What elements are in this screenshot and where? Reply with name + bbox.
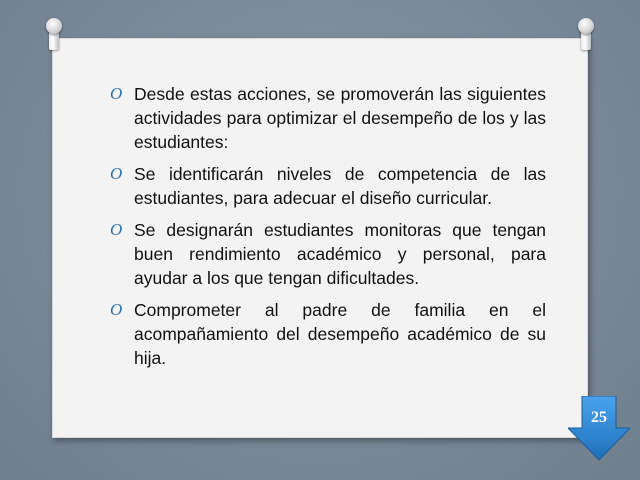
bullet-marker: O bbox=[110, 220, 123, 239]
bullet-text: Desde estas acciones, se promoverán las siguientes actividades para optimizar el desempeño de los y las estudiantes: bbox=[134, 84, 546, 152]
pushpin-icon bbox=[578, 18, 594, 52]
bullet-marker: O bbox=[110, 164, 123, 183]
list-item bbox=[110, 298, 546, 370]
bullet-text: Se designarán estudiantes monitoras que tengan buen rendimiento académico y personal, para ayudar a los que tengan dificultades. bbox=[134, 220, 546, 288]
down-arrow-icon bbox=[568, 396, 630, 462]
bullet-marker: O bbox=[110, 300, 123, 319]
bullet-marker: O bbox=[110, 84, 123, 103]
list-item bbox=[110, 162, 546, 210]
bullet-text: Se identificarán niveles de competencia de las estudiantes, para adecuar el diseño curricular. bbox=[134, 164, 546, 208]
page-number: 25 bbox=[591, 409, 607, 426]
page-number-badge bbox=[568, 396, 630, 462]
pushpin-icon bbox=[46, 18, 62, 52]
bullet-list bbox=[110, 82, 546, 378]
list-item bbox=[110, 82, 546, 154]
bullet-text: Comprometer al padre de familia en el acompañamiento del desempeño académico de su hija. bbox=[134, 300, 546, 368]
list-item bbox=[110, 218, 546, 290]
